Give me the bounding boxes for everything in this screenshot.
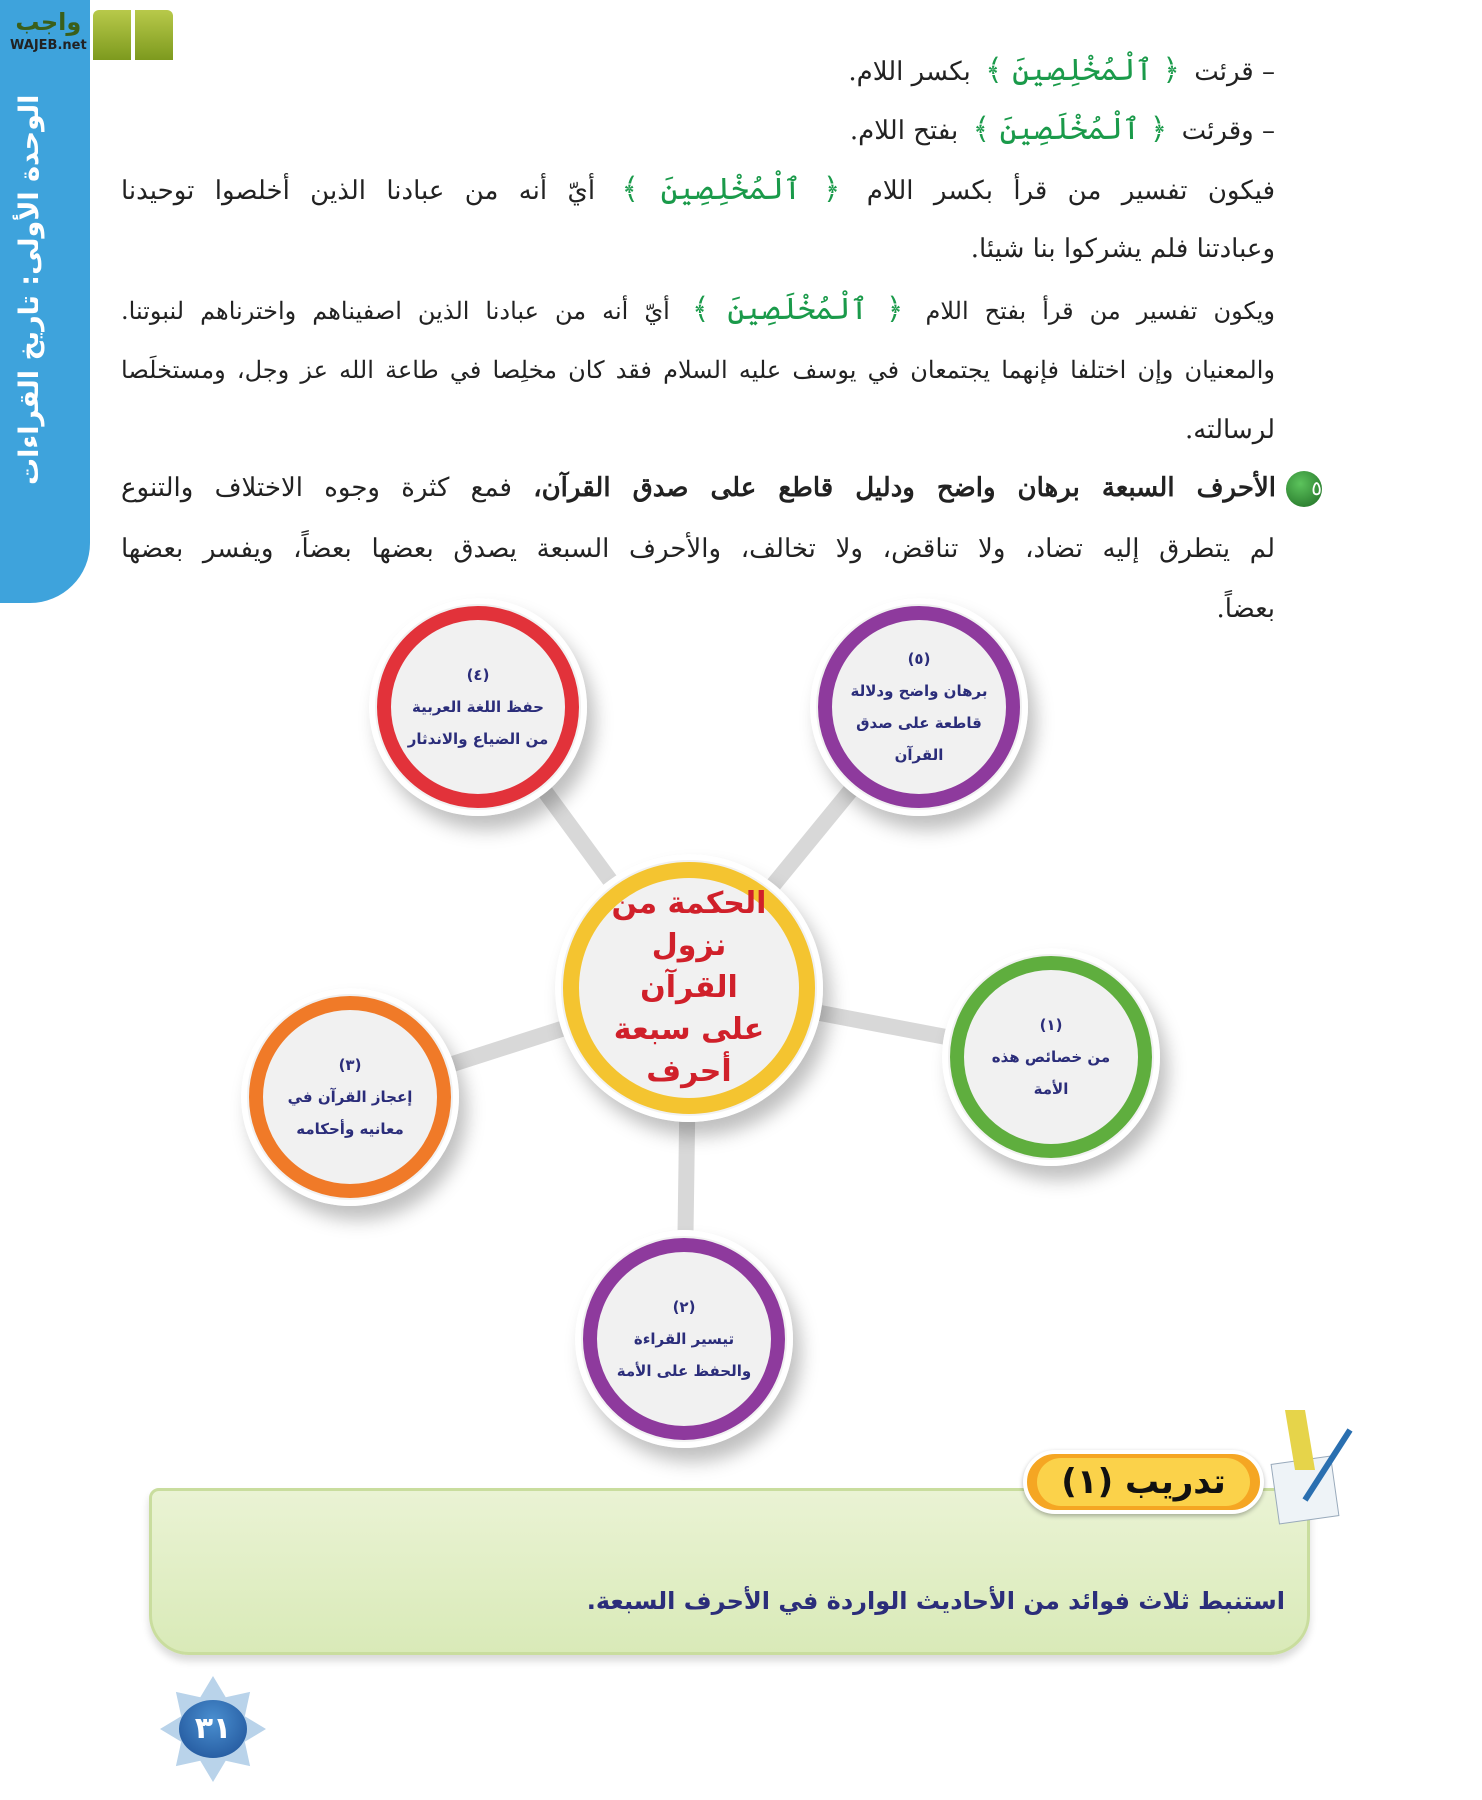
node-number: (٢): [672, 1298, 696, 1316]
node-number: (٤): [466, 666, 490, 684]
text-line-1: – قرئت ﴿ ٱلْمُخْلِصِينَ ﴾ بكسر اللام.: [848, 53, 1275, 88]
page-number-badge: [160, 1676, 266, 1782]
diagram-node-3: [241, 988, 459, 1206]
center-title: الحكمة من نزول القرآن على سبعة أحرف: [611, 886, 767, 1089]
node-label: من خصائص هذه الأمة: [991, 1048, 1111, 1098]
text-line-3: فيكون تفسير من قرأ بكسر اللام ﴿ ٱلْمُخْلِصِينَ ﴾ أيّ أنه من عبادنا الذين أخلصوا توحيدنا: [121, 172, 1275, 207]
node-label: حفظ اللغة العربية من الضياع والاندثار: [407, 698, 549, 748]
pen-and-notebook-icon: [1265, 1400, 1355, 1530]
training-title-badge: [1023, 1450, 1264, 1514]
diagram-node-2: [575, 1230, 793, 1448]
diagram-center: [555, 854, 823, 1122]
page-number: ٣١: [179, 1700, 247, 1758]
node-label: تيسير القراءة والحفظ على الأمة: [616, 1330, 752, 1380]
training-title: تدريب (١): [1037, 1458, 1249, 1506]
node-label: إعجاز القرآن في معانيه وأحكامه: [287, 1088, 413, 1138]
text-line-9: لم يتطرق إليه تضاد، ولا تناقض، ولا تخالف، والأحرف السبعة يصدق بعضها بعضاً، ويفسر بعضها: [121, 534, 1275, 564]
logo-latin: WAJEB.net: [10, 38, 87, 53]
diagram-node-1: [942, 948, 1160, 1166]
node-number: (٥): [907, 650, 931, 668]
text-line-5: ويكون تفسير من قرأ بفتح اللام ﴿ ٱلْمُخْلَصِينَ ﴾ أيّ أنه من عبادنا الذين اصفيناهم واخترناهم لنبوتنا.: [121, 292, 1275, 327]
unit-title: الوحدة الأولى: تاريخ القراءات: [14, 94, 45, 486]
text-line-2: – وقرئت ﴿ ٱلْمُخْلَصِينَ ﴾ بفتح اللام.: [849, 112, 1275, 147]
paragraph-5-heading: ٥الأحرف السبعة برهان واضح ودليل قاطع على صدق القرآن، فمع كثرة وجوه الاختلاف والتنوع: [121, 468, 1322, 508]
text-line-7: لرسالته.: [1185, 415, 1275, 445]
node-number: (٣): [338, 1056, 362, 1074]
node-number: (١): [1039, 1016, 1063, 1034]
node-label: برهان واضح ودلالة قاطعة على صدق القرآن: [850, 682, 988, 764]
text-line-10: بعضاً.: [1216, 594, 1275, 624]
diagram-node-4: [369, 598, 587, 816]
text-line-4: وعبادتنا فلم يشركوا بنا شيئا.: [970, 234, 1275, 264]
training-prompt: استنبط ثلاث فوائد من الأحاديث الواردة في الأحرف السبعة.: [586, 1587, 1285, 1615]
logo-arabic: واجب: [15, 8, 82, 36]
text-line-6: والمعنيان وإن اختلفا فإنهما يجتمعان في يوسف عليه السلام فقد كان مخلِصا في طاعة الله عز وجل، ومستخلَصا: [121, 356, 1275, 384]
diagram-node-5: [810, 598, 1028, 816]
number-badge: ٥: [1286, 471, 1322, 507]
